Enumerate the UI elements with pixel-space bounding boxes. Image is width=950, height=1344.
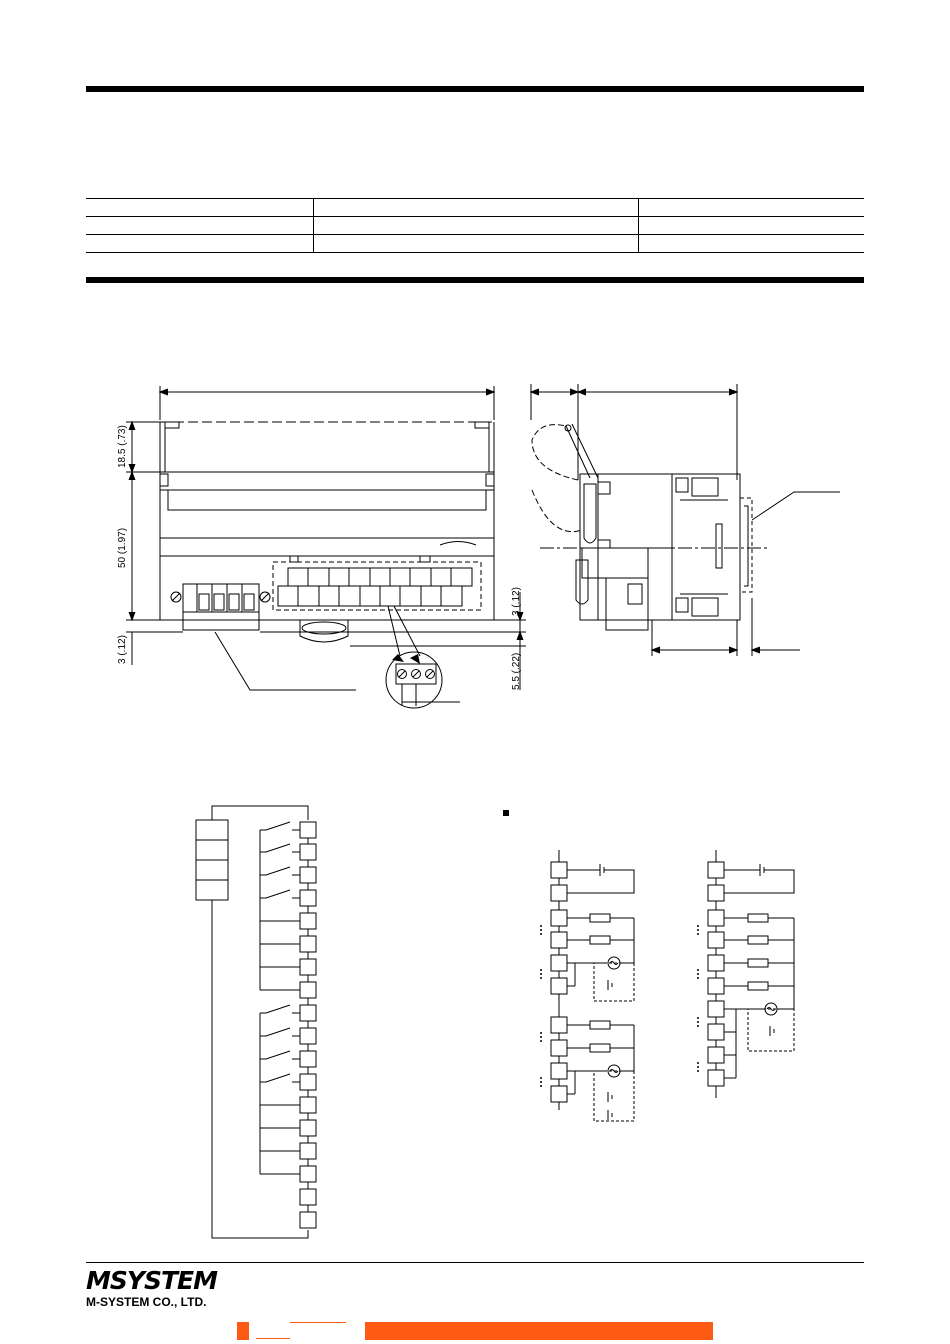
accent-bar [365,1322,713,1340]
dim-3-left-label: 3 (.12) [117,635,128,664]
accent-line-upper [290,1322,346,1323]
company-name: M-SYSTEM CO., LTD. [86,1295,207,1309]
accent-square [237,1322,249,1340]
dim-3-right-label: 3 (.12) [511,587,522,616]
footer-rule [86,1262,864,1263]
company-logo: MSYSTEM [86,1266,218,1295]
dim-50-label: 50 (1.97) [117,527,128,568]
dim-5-5-label: 5.5 (.22) [511,652,522,690]
dim-18-5-label: 18.5 (.73) [117,425,128,468]
accent-line-lower [256,1338,290,1339]
